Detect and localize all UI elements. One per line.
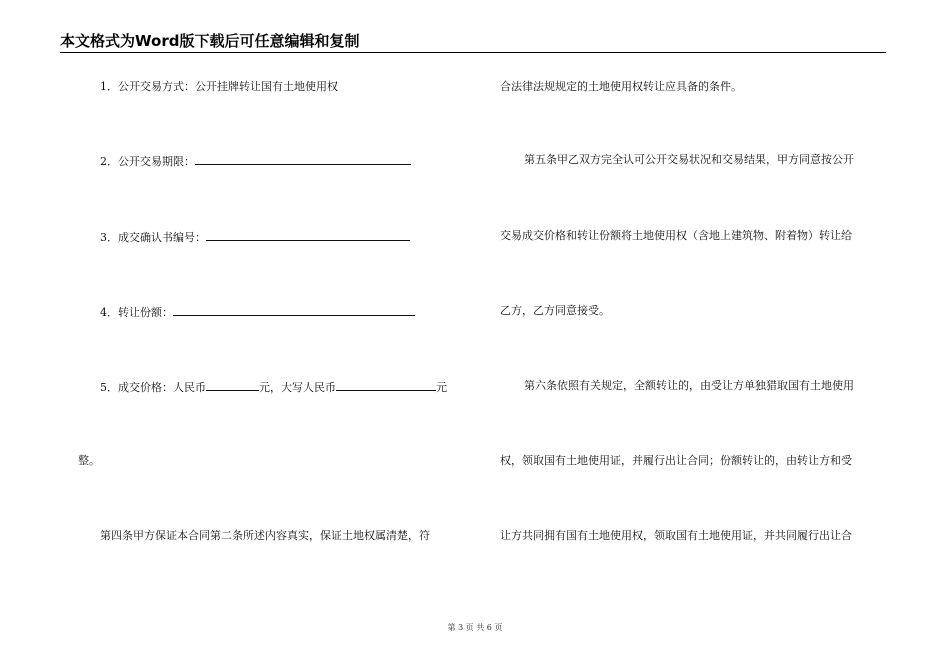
left-line-5 — [100, 379, 447, 395]
price-unit: 元 — [436, 381, 447, 394]
document-header-title: 本文格式为Word版下载后可任意编辑和复制 — [60, 32, 360, 50]
right-line-5: 第六条依照有关规定，全额转让的，由受让方单独猎取国有土地使用 — [524, 379, 854, 392]
page-number: 第 3 页 共 6 页 — [447, 623, 503, 632]
price-uppercase-blank — [336, 379, 436, 391]
confirmation-number-blank — [206, 229, 410, 241]
price-numeric-blank — [206, 379, 259, 391]
confirmation-number-label: 3．成交确认书编号： — [100, 231, 206, 244]
left-line-2 — [100, 153, 411, 169]
left-line-7: 第四条甲方保证本合同第二条所述内容真实，保证土地权属清楚，符 — [100, 529, 430, 542]
price-label: 5．成交价格：人民币 — [100, 381, 206, 394]
transfer-share-blank — [173, 304, 415, 316]
right-line-6: 权，领取国有土地使用证，并履行出让合同；份额转让的，由转让方和受 — [500, 454, 852, 467]
right-line-2: 第五条甲乙双方完全认可公开交易状况和交易结果，甲方同意按公开 — [524, 153, 854, 166]
right-line-4: 乙方，乙方同意接受。 — [500, 304, 610, 317]
right-line-7: 让方共同拥有国有土地使用权，领取国有土地使用证，并共同履行出让合 — [500, 529, 852, 542]
right-line-3: 交易成交价格和转让份额将土地使用权（含地上建筑物、附着物）转让给 — [500, 229, 852, 242]
trading-period-label: 2．公开交易期限： — [100, 155, 195, 168]
left-line-1: 1．公开交易方式：公开挂牌转让国有土地使用权 — [100, 80, 338, 93]
left-line-3 — [100, 229, 410, 245]
left-line-6: 整。 — [78, 454, 100, 467]
trading-period-blank — [195, 153, 411, 165]
right-line-1: 合法律法规规定的土地使用权转让应具备的条件。 — [500, 80, 742, 93]
left-line-4 — [100, 304, 415, 320]
header-divider — [60, 52, 886, 53]
transfer-share-label: 4．转让份额： — [100, 306, 173, 319]
price-uppercase-label: 元，大写人民币 — [259, 381, 336, 394]
